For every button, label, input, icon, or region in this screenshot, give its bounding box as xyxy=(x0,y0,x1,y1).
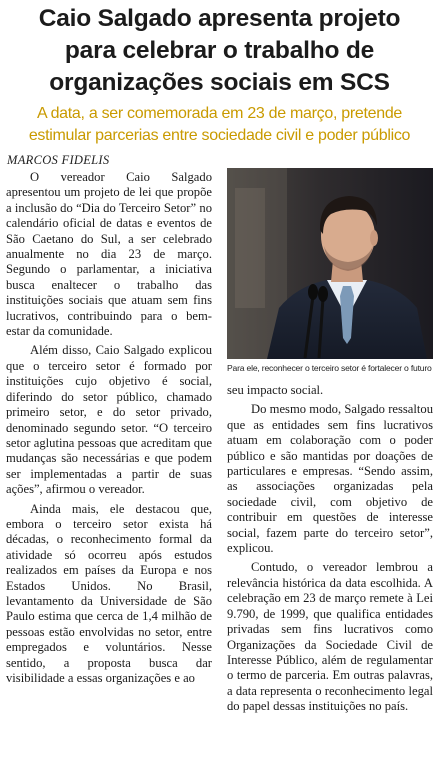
headline-line: Caio Salgado apresenta projeto xyxy=(38,5,401,32)
subheadline xyxy=(8,103,431,147)
right-column xyxy=(227,383,433,715)
subheadline-line: A data, a ser comemorada em 23 de março, pretende xyxy=(36,105,403,122)
portrait-illustration xyxy=(227,168,433,359)
body-paragraph: Ainda mais, ele destacou que, embora o terceiro setor exista há décadas, o reconhecimento formal da atividade só ocorreu após estudos realizados em países da Europa e nos Estados Unidos. No Brasil, levantamento da Universidade de São Paulo estima que cerca de 1,4 milhão de pessoas estão envolvidas no setor, entre empregados e voluntários. Nesse sentido, a proposta busca dar visibilidade a essas organizações e ao xyxy=(6,501,212,685)
headline xyxy=(6,3,433,99)
photo-caption: Para ele, reconhecer o terceiro setor é fortalecer o futuro xyxy=(227,363,432,373)
body-paragraph: seu impacto social. xyxy=(227,383,324,397)
byline: MARCOS FIDELIS xyxy=(7,153,110,167)
headline-line: para celebrar o trabalho de xyxy=(64,37,375,64)
headline-line: organizações sociais em SCS xyxy=(49,69,390,96)
body-paragraph: Contudo, o vereador lembrou a relevância histórica da data escolhida. A celebração em 23 de março remete à Lei 9.790, de 1999, que qualifica entidades privadas sem fins lucrativos como Organizações da Sociedade Civil de Interesse Público, além de regulamentar o termo de parceria. Em outras palavras, a data representa o reconhecimento legal do papel dessas instituições no país. xyxy=(227,560,433,714)
left-column xyxy=(6,170,212,686)
body-paragraph: O vereador Caio Salgado apresentou um projeto de lei que propõe a inclusão do “Dia do Terceiro Setor” no calendário oficial de datas e eventos de São Caetano do Sul, a ser celebrado anualmente no dia 23 de março. Segundo o parlamentar, a iniciativa busca enaltecer o trabalho das instituições sociais que atuam sem fins lucrativos, contribuindo para o bem-estar da comunidade. xyxy=(6,170,212,339)
subheadline-line: estimular parcerias entre sociedade civil e poder público xyxy=(28,127,411,144)
article-photo xyxy=(227,168,433,359)
body-paragraph: Do mesmo modo, Salgado ressaltou que as entidades sem fins lucrativos atuam em colaboração com o poder público e são mantidas por doações de particulares e empresas. “Sendo assim, as associações organizadas pela sociedade civil, com objetivo de contribuir em questões de interesse social, fazem parte do terceiro setor”, explicou. xyxy=(227,402,433,556)
body-paragraph: Além disso, Caio Salgado explicou que o terceiro setor é formado por instituições cujo objetivo é social, diferindo do setor público, chamado primeiro setor, e do setor privado, denominado segundo setor. “O terceiro setor aglutina pessoas que acreditam que mudanças são necessárias e que podem ser implementadas a partir de suas ações”, afirmou o vereador. xyxy=(6,343,212,497)
